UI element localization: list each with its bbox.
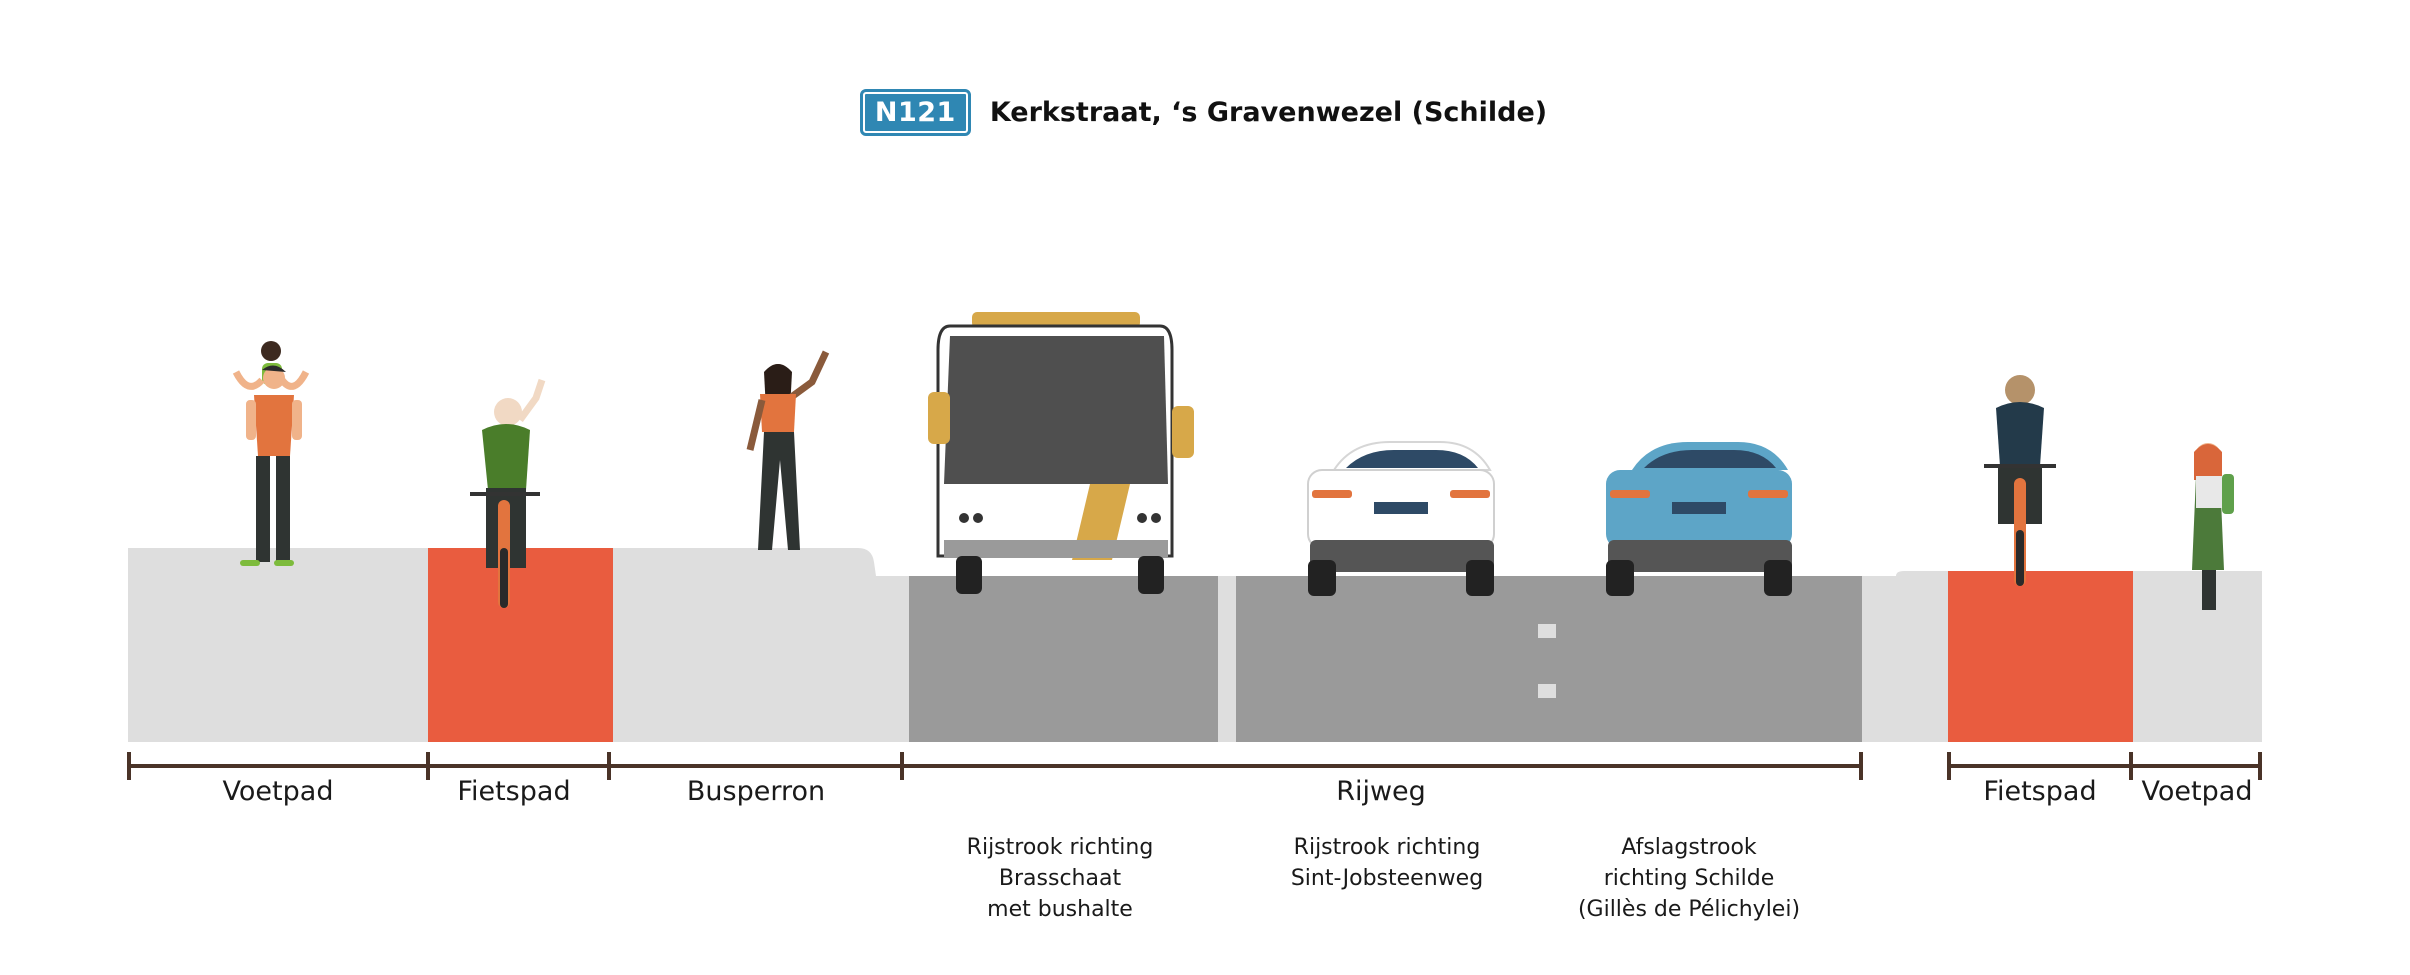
lane-description-line: Rijstrook richting: [966, 835, 1154, 860]
road-name: Kerkstraat, ‘s Gravenwezel (Schilde): [989, 97, 1548, 128]
zone-label-voetpad-left: Voetpad: [222, 776, 334, 807]
lane-description-line: Sint-Jobsteenweg: [1290, 866, 1484, 891]
zone-label-rijweg: Rijweg: [1336, 776, 1426, 807]
pedestrian-with-child-icon: [236, 341, 306, 566]
lane-straight: [1236, 576, 1538, 742]
lane-description-line: Afslagstrook: [1621, 835, 1757, 860]
bus-icon: [928, 312, 1194, 594]
lane-description-line: met bushalte: [987, 897, 1133, 922]
lane-turn: [1556, 576, 1862, 742]
cyclist-right-icon: [1984, 375, 2056, 586]
lane-description-turn: [1578, 832, 1800, 925]
bike-path-right: [1948, 571, 2133, 742]
zone-label-fietspad-right: Fietspad: [1983, 776, 2097, 807]
blue-car-icon: [1606, 442, 1792, 596]
lane-bus: [909, 576, 1218, 742]
lane-divider-dash: [1538, 576, 1556, 624]
bike-path-left: [428, 548, 613, 742]
lane-divider-dash: [1538, 698, 1556, 742]
road-number-badge: N121: [863, 92, 968, 133]
lane-description-line: Brasschaat: [998, 866, 1122, 891]
lane-description-bus: [967, 832, 1154, 925]
waiting-passenger-icon: [750, 352, 826, 550]
zone-label-busperron: Busperron: [686, 776, 826, 807]
lane-divider-dash: [1538, 638, 1556, 684]
lane-description-line: richting Schilde: [1603, 866, 1775, 891]
lane-description-line: Rijstrook richting: [1293, 835, 1481, 860]
lane-description-straight: [1291, 832, 1483, 894]
verge-right: [1862, 576, 1896, 742]
zone-label-voetpad-right: Voetpad: [2141, 776, 2253, 807]
zone-label-fietspad-left: Fietspad: [457, 776, 571, 807]
white-car-icon: [1308, 442, 1494, 596]
dimension-line: [129, 752, 2260, 780]
lane-description-line: (Gillès de Pélichylei): [1577, 897, 1801, 922]
